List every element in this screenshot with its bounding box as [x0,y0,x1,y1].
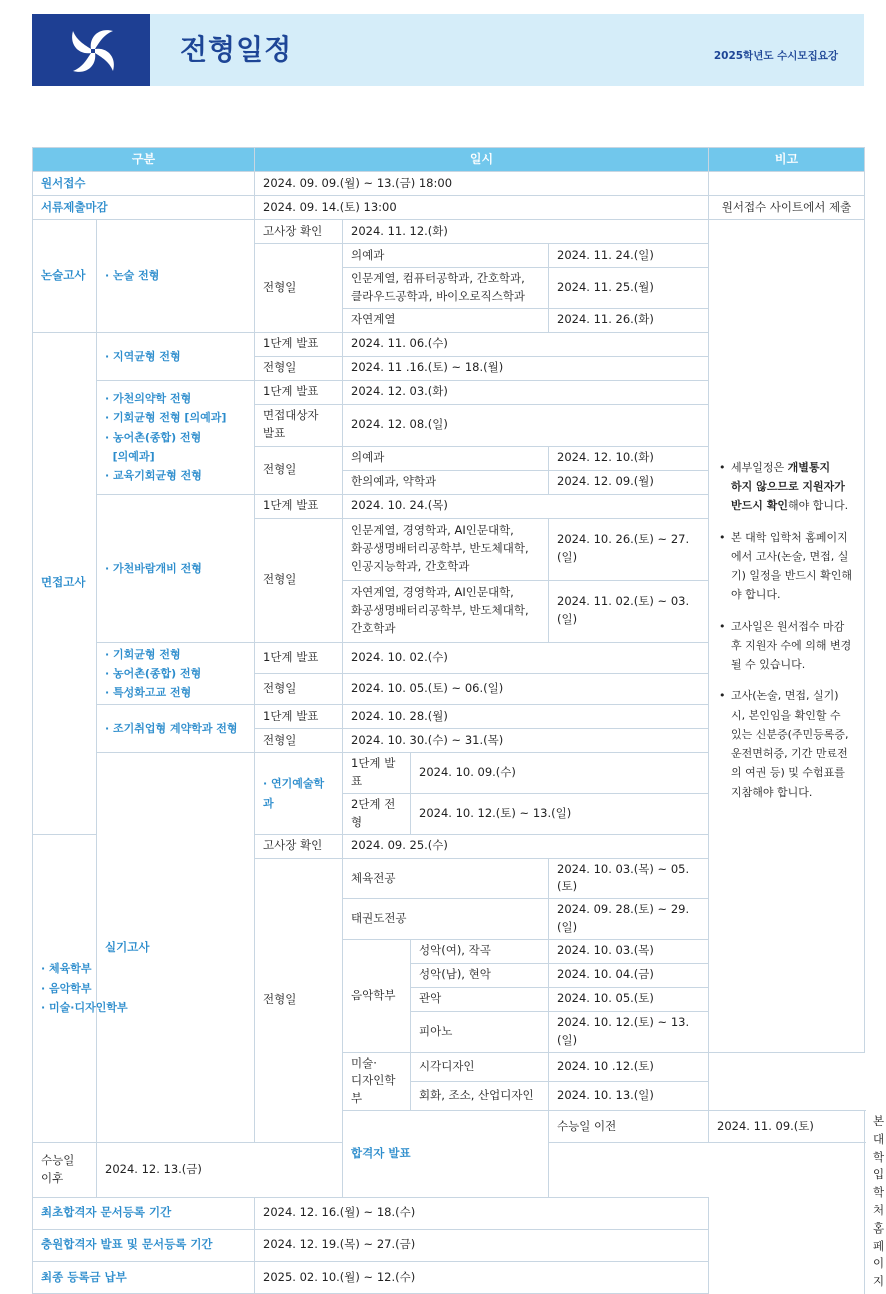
sub-opportunity: · 기회균형 전형 · 농어촌(종합) 전형 · 특성화고교 전형 [97,642,255,705]
cell-name: 의예과 [343,446,549,470]
cell-group: 음악학부 [343,939,411,1052]
cell-date: 2024. 11 .16.(토) ~ 18.(월) [343,356,709,380]
cell-name: 한의예과, 약학과 [343,470,549,494]
page-title: 전형일정 [180,33,293,66]
cell-date: 2024. 10. 03.(목) [549,939,709,963]
cell-label: 전형일 [255,244,343,333]
cell-label: 전형일 [255,356,343,380]
cell-date: 2024. 10 .12.(토) [549,1052,709,1081]
cell-label: 전형일 [255,729,343,753]
cell-date: 2024. 10. 12.(토) ~ 13.(일) [549,1011,709,1052]
header-category: 구분 [33,148,255,172]
cell-label: 2단계 전형 [343,794,411,835]
row-date: 2024. 09. 09.(월) ~ 13.(금) 18:00 [255,172,709,196]
table-row [33,1261,865,1293]
cell-name: 의예과 [343,244,549,268]
cell-label: 면접대상자 발표 [255,404,343,446]
logo [32,14,150,86]
cell-name: 관악 [411,987,549,1011]
cell-name: 태권도전공 [343,899,549,940]
cell-date: 2024. 09. 28.(토) ~ 29.(일) [549,899,709,940]
category-interview: 면접고사 [33,332,97,834]
cell-date: 2024. 11. 02.(토) ~ 03.(일) [549,580,709,642]
cell-date: 2024. 11. 09.(토) [709,1110,865,1142]
note-item: • 본 대학 입학처 홈페이지에서 고사(논술, 면접, 실기) 일정을 반드시 확인해야 합니다. [719,528,854,605]
category-practical: 실기고사 [97,753,255,1143]
cell-date: 2024. 10. 30.(수) ~ 31.(목) [343,729,709,753]
cell-name: 성악(남), 현악 [411,963,549,987]
cell-label: 수능일 이후 [33,1143,97,1197]
cell-date: 2024. 10. 26.(토) ~ 27.(일) [549,518,709,580]
page-header [32,14,864,86]
row-date: 2024. 12. 16.(월) ~ 18.(수) [255,1197,709,1229]
cell-date: 2024. 10. 05.(토) [549,987,709,1011]
table-row [33,220,865,244]
cell-date: 2024. 11. 25.(월) [549,268,709,309]
note-item: • 고사(논술, 면접, 실기) 시, 본인임을 확인할 수 있는 신분증(주민등록증, 운전면허증, 기간 만료전의 여권 등) 및 수험표를 지참해야 합니다. [719,686,854,802]
cell-name: 자연계열, 경영학과, AI인문대학, 화공생명배터리공학부, 반도체대학, 간호학과 [343,580,549,642]
note-item: • 세부일정은 개별통지 하지 않으므로 지원자가 반드시 확인해야 합니다. [719,458,854,516]
sub-arts: · 체육학부 · 음악학부 · 미술·디자인학부 [33,834,97,1142]
row-label: 충원합격자 발표 및 문서등록 기간 [33,1229,255,1261]
row-label: 최종 등록금 납부 [33,1261,255,1293]
note-item: • 고사일은 원서접수 마감 후 지원자 수에 의해 변경될 수 있습니다. [719,617,854,675]
cell-group: 미술· 디자인학부 [343,1052,411,1110]
cell-name: 체육전공 [343,858,549,899]
cell-date: 2024. 10. 12.(토) ~ 13.(일) [411,794,865,835]
cell-date: 2024. 12. 03.(화) [343,380,709,404]
cell-label: 1단계 발표 [255,705,343,729]
cell-date: 2024. 11. 26.(화) [549,308,709,332]
cell-label: 전형일 [255,446,343,494]
cell-name: 회화, 조소, 산업디자인 [411,1081,549,1110]
row-note [709,172,865,196]
row-label: 원서접수 [33,172,255,196]
row-label: 합격자 발표 [343,1110,549,1197]
cell-label: 1단계 발표 [255,494,343,518]
sub-medical: · 가천의약학 전형 · 기회균형 전형 [의예과] · 농어촌(종합) 전형 [의예과] · 교육기회균형 전형 [97,380,255,494]
cell-date: 2024. 10. 28.(월) [343,705,709,729]
row-label: 서류제출마감 [33,196,255,220]
cell-date: 2024. 11. 06.(수) [343,332,709,356]
cell-label: 1단계 발표 [255,380,343,404]
cell-date: 2024. 12. 13.(금) [97,1143,411,1197]
cell-name: 자연계열 [343,308,549,332]
page-subtitle: 2025학년도 수시모집요강 [713,50,838,62]
cell-name: 피아노 [411,1011,549,1052]
cell-date: 2024. 11. 12.(화) [343,220,709,244]
cell-label: 고사장 확인 [255,834,343,858]
row-date: 2025. 02. 10.(월) ~ 12.(수) [255,1261,709,1293]
row-date: 2024. 12. 19.(목) ~ 27.(금) [255,1229,709,1261]
category-essay: 논술고사 [33,220,97,333]
cell-name: 인문계열, 컴퓨터공학과, 간호학과, 클라우드공학과, 바이오로직스학과 [343,268,549,309]
table-row [33,1229,865,1261]
cell-label: 1단계 발표 [255,642,343,673]
cell-label: 전형일 [255,858,343,1142]
cell-date: 2024. 12. 10.(화) [549,446,709,470]
cell-date: 2024. 09. 25.(수) [343,834,709,858]
cell-date: 2024. 10. 02.(수) [343,642,709,673]
table-header-row [33,148,865,172]
row-label: 최초합격자 문서등록 기간 [33,1197,255,1229]
cell-label: 고사장 확인 [255,220,343,244]
table-row [33,196,865,220]
cell-label: 1단계 발표 [255,332,343,356]
sub-regional: · 지역균형 전형 [97,332,255,380]
pinwheel-icon [32,14,150,86]
cell-date: 2024. 10. 03.(목) ~ 05.(토) [549,858,709,899]
header-date: 일시 [255,148,709,172]
sub-vision: · 가천바람개비 전형 [97,494,255,642]
cell-label: 수능일 이전 [549,1110,709,1142]
cell-date: 2024. 12. 09.(월) [549,470,709,494]
cell-date: 2024. 11. 24.(일) [549,244,709,268]
sub-acting: · 연기예술학과 [255,753,343,834]
cell-label: 전형일 [255,518,343,642]
row-note: 원서접수 사이트에서 제출 [709,196,865,220]
table-row [33,172,865,196]
cell-date: 2024. 10. 05.(토) ~ 06.(일) [343,674,709,705]
cell-label: 1단계 발표 [343,753,411,794]
cell-name: 인문계열, 경영학과, AI인문대학, 화공생명배터리공학부, 반도체대학, 인공지능학과, 간호학과 [343,518,549,580]
cell-date: 2024. 10. 09.(수) [411,753,865,794]
sub-early: · 조기취업형 계약학과 전형 [97,705,255,753]
row-date: 2024. 09. 14.(토) 13:00 [255,196,709,220]
cell-name: 성악(여), 작곡 [411,939,549,963]
sub-essay: · 논술 전형 [97,220,255,333]
cell-date: 2024. 10. 24.(목) [343,494,709,518]
cell-label: 전형일 [255,674,343,705]
cell-date: 2024. 12. 08.(일) [343,404,709,446]
header-note: 비고 [709,148,865,172]
cell-name: 시각디자인 [411,1052,549,1081]
table-row [33,1197,865,1229]
cell-date: 2024. 10. 13.(일) [549,1081,709,1110]
cell-date: 2024. 10. 04.(금) [549,963,709,987]
schedule-table [32,147,885,1294]
notes-cell [709,220,865,1053]
table-row: 합격자 발표 수능일 이전 2024. 11. 09.(토) 본 대학 입학처 홈페이지 [33,1110,865,1142]
